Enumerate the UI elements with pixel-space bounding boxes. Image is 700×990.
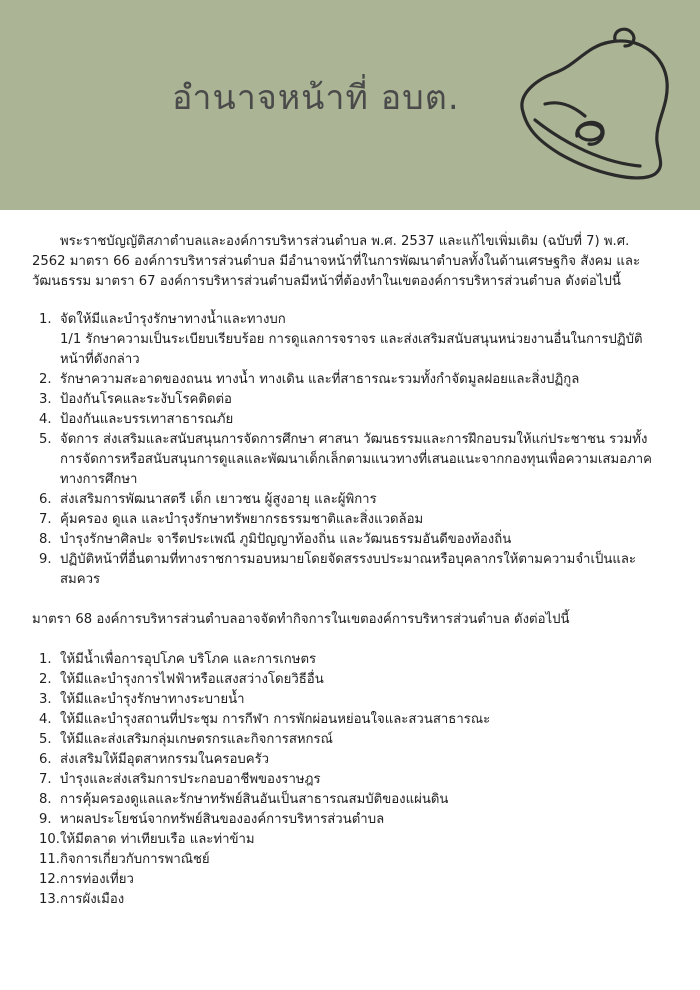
list-item	[32, 730, 662, 750]
list-text: บำรุงรักษาศิลปะ จารีตประเพณี ภูมิปัญญาท้องถิ่น และวัฒนธรรมอันดีของท้องถิ่น	[60, 532, 512, 547]
list-number: 7.	[39, 772, 52, 787]
page-title: อำนาจหน้าที่ อบต.	[172, 78, 460, 118]
list-item	[32, 430, 662, 490]
content-body	[0, 210, 700, 910]
list-text: ให้มีน้ำเพื่อการอุปโภค บริโภค และการเกษตร	[60, 652, 317, 667]
list-text: ปฏิบัติหน้าที่อื่นตามที่ทางราชการมอบหมายโดยจัดสรรงบประมาณหรือบุคลากรให้ตามความจำเป็นและสมควร	[60, 552, 637, 587]
list-text: ป้องกันและบรรเทาสาธารณภัย	[60, 412, 234, 427]
list-text: คุ้มครอง ดูแล และบำรุงรักษาทรัพยากรธรรมชาติและสิ่งแวดล้อม	[60, 512, 424, 527]
list-text: ให้มีและส่งเสริมกลุ่มเกษตรกรและกิจการสหกรณ์	[60, 732, 333, 747]
list-item	[32, 310, 662, 370]
list-number: 9.	[39, 552, 52, 567]
list-item	[32, 890, 662, 910]
list-item	[32, 790, 662, 810]
bell-icon	[515, 24, 675, 189]
list-number: 4.	[39, 412, 52, 427]
list-number: 3.	[39, 692, 52, 707]
list-item	[32, 670, 662, 690]
duties-list-section-68	[32, 650, 662, 910]
list-number: 4.	[39, 712, 52, 727]
list-text: จัดให้มีและบำรุงรักษาทางน้ำและทางบก	[60, 312, 286, 327]
duties-list-section-67	[32, 310, 662, 590]
list-number: 2.	[39, 372, 52, 387]
list-number: 8.	[39, 532, 52, 547]
intro-paragraph: พระราชบัญญัติสภาตำบลและองค์การบริหารส่วนตำบล พ.ศ. 2537 และแก้ไขเพิ่มเติม (ฉบับที่ 7) พ.ศ. 2562 มาตรา 66 องค์การบริหารส่วนตำบล มีอำนาจหน้าที่ในการพัฒนาตำบลทั้งในด้านเศรษฐกิจ สังคม และวัฒนธรรม มาตรา 67 องค์การบริหารส่วนตำบลมีหน้าที่ต้องทำในเขตองค์การบริหารส่วนตำบล ดังต่อไปนี้	[32, 234, 641, 289]
list-number: 5.	[39, 432, 52, 447]
list-text: ให้มีตลาด ท่าเทียบเรือ และท่าข้าม	[60, 832, 255, 847]
list-item	[32, 870, 662, 890]
list-item	[32, 810, 662, 830]
list-number: 1.	[39, 312, 52, 327]
list-number: 12.	[39, 872, 60, 887]
list-item	[32, 750, 662, 770]
list-text: หาผลประโยชน์จากทรัพย์สินขององค์การบริหารส่วนตำบล	[60, 812, 385, 827]
list-text: รักษาความสะอาดของถนน ทางน้ำ ทางเดิน และที่สาธารณะรวมทั้งกำจัดมูลฝอยและสิ่งปฏิกูล	[60, 372, 580, 387]
list-item	[32, 390, 662, 410]
list-item	[32, 370, 662, 390]
list-item	[32, 410, 662, 430]
list-text: บำรุงและส่งเสริมการประกอบอาชีพของราษฎร	[60, 772, 321, 787]
list-item	[32, 530, 662, 550]
list-item	[32, 850, 662, 870]
list-text: ส่งเสริมให้มีอุตสาหกรรมในครอบครัว	[60, 752, 270, 767]
list-number: 9.	[39, 812, 52, 827]
list-number: 6.	[39, 492, 52, 507]
list-text: การคุ้มครองดูแลและรักษาทรัพย์สินอันเป็นสาธารณสมบัติของแผ่นดิน	[60, 792, 449, 807]
list-item	[32, 490, 662, 510]
header-banner	[0, 0, 700, 210]
list-text: ให้มีและบำรุงสถานที่ประชุม การกีฬา การพักผ่อนหย่อนใจและสวนสาธารณะ	[60, 712, 491, 727]
list-number: 7.	[39, 512, 52, 527]
list-text: จัดการ ส่งเสริมและสนับสนุนการจัดการศึกษา ศาสนา วัฒนธรรมและการฝึกอบรมให้แก่ประชาชน รวมทั้งการจัดการหรือสนับสนุนการดูแลและพัฒนาเด็กเล็กตามแนวทางที่เสนอแนะจากกองทุนเพื่อความเสมอภาคทางการศึกษา	[60, 432, 652, 487]
list-number: 10.	[39, 832, 60, 847]
list-number: 1.	[39, 652, 52, 667]
list-text: ให้มีและบำรุงการไฟฟ้าหรือแสงสว่างโดยวิธีอื่น	[60, 672, 324, 687]
list-text: การท่องเที่ยว	[60, 872, 134, 887]
list-subitem: 1/1 รักษาความเป็นระเบียบเรียบร้อย การดูแลการจราจร และส่งเสริมสนับสนุนหน่วยงานอื่นในการปฏิบัติหน้าที่ดังกล่าว	[60, 332, 643, 367]
list-item	[32, 710, 662, 730]
list-item	[32, 650, 662, 670]
list-text: ให้มีและบำรุงรักษาทางระบายน้ำ	[60, 692, 245, 707]
list-item	[32, 510, 662, 530]
list-text: ส่งเสริมการพัฒนาสตรี เด็ก เยาวชน ผู้สูงอายุ และผู้พิการ	[60, 492, 377, 507]
list-item	[32, 830, 662, 850]
list-text: กิจการเกี่ยวกับการพาณิชย์	[60, 852, 210, 867]
list-number: 2.	[39, 672, 52, 687]
list-text: การผังเมือง	[60, 892, 125, 907]
list-item	[32, 550, 662, 590]
list-item	[32, 770, 662, 790]
list-number: 3.	[39, 392, 52, 407]
list-number: 11.	[39, 852, 60, 867]
list-item	[32, 690, 662, 710]
list-number: 5.	[39, 732, 52, 747]
list-number: 6.	[39, 752, 52, 767]
section-68-heading: มาตรา 68 องค์การบริหารส่วนตำบลอาจจัดทำกิจการในเขตองค์การบริหารส่วนตำบล ดังต่อไปนี้	[32, 612, 570, 627]
list-number: 13.	[39, 892, 60, 907]
list-number: 8.	[39, 792, 52, 807]
list-text: ป้องกันโรคและระงับโรคติดต่อ	[60, 392, 232, 407]
